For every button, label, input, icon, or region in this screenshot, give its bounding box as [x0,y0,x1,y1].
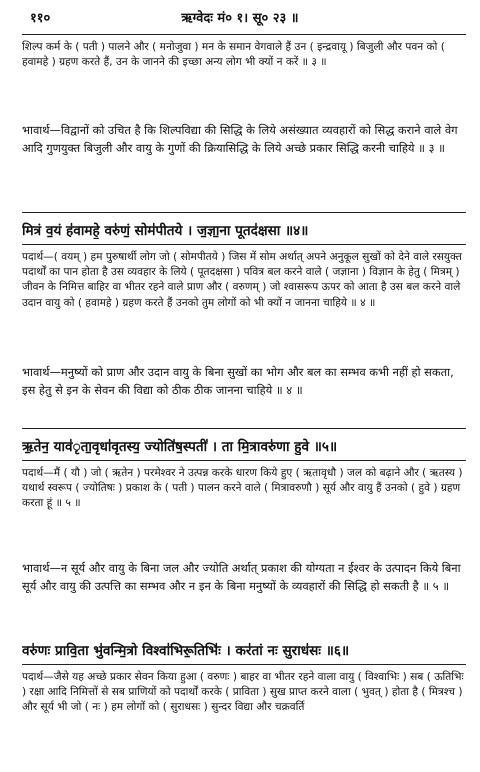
header-divider [22,34,466,35]
padartha-5 [22,466,466,558]
section-divider [22,244,466,245]
paragraph-text: पदार्थ—मैं ( यौ ) जो ( ऋतेन ) परमेश्वर ने उत्पन्न करके धारण किये हुए ( ऋतावृधौ ) जल को बढ़ाने और ( ऋतस्य ) यथार्थ स्वरूप ( ज्योतिषः ) प्रकाश के ( पती ) पालन करने वाले ( मित्रावरुणौ ) सूर्य और वायु हैं उनको ( हुवे ) ग्रहण करता हूं ॥ ५ ॥ [22,467,463,510]
bhavartha-3 [22,122,466,210]
paragraph-text: भावार्थ—न सूर्य और वायु के बिना जल और ज्योति अर्थात् प्रकाश की योग्यता न ईश्वर के उत्पादन किये बिना सूर्य और वायु की उत्पत्ति का सम्भव और न इन के बिना मनुष्यों के व्यवहारों की सिद्धि हो सकती है ॥ ५ ॥ [22,561,461,593]
running-title: ऋग्वेदः मं० १। सू० २३ ॥ [181,11,299,26]
page-number: ११० [30,11,51,26]
padartha-4 [22,250,466,360]
paragraph-text: पदार्थ—( वयम् ) हम पुरुषार्थी लोग जो ( सोमपीतये ) जिस में सोम अर्थात् अपने अनुकूल सुखों को देने वाले रसयुक्त पदार्थों का पान होता है उस व्यवहार के लिये ( पूतदक्षसा ) पवित्र बल करने वाले ( जज्ञाना ) विज्ञान के हेतु ( मित्रम् ) जीवन के निमित्त बाहिर वा भीतर रहने वाले प्राण और ( वरुणम् ) जो श्वासरूप ऊपर को आता है उस बल करने वाले उदान वायु को ( हवामहे ) ग्रहण करते हैं उनको तुम लोगों को भी क्यों न जानना चाहिये ॥ ४ ॥ [22,251,462,309]
section-divider [22,212,466,213]
mantra-4: मित्रं व॒यं ह॑वामहे॒ वरु॑णं॒ सोम॑पीतये । ज॒ज्ञा॒ना पू॒तद॑क्षसा ॥४॥ [22,223,309,239]
paragraph-text: भावार्थ—मनुष्यों को प्राण और उदान वायु के बिना सुखों का भोग और बल का सम्भव कभी नहीं हो सकता, इस हेतु से इन के सेवन की विद्या को ठीक ठीक जानना चाहिये ॥ ४ ॥ [22,365,454,397]
padartha-6 [22,670,466,768]
paragraph-text: भावार्थ—विद्वानों को उचित है कि शिल्पविद्या की सिद्धि के लिये असंख्यात व्यवहारों को सिद्ध कराने वाले वेग आदि गुणयुक्त बिजुली और वायु के गुणों की क्रियासिद्धि के लिये अच्छे प्रकार सिद्धि करनी चाहिये ॥ ३ ॥ [22,123,458,155]
bhavartha-4 [22,364,466,426]
mantra-5: ऋ॒तेन॒ याव॑ृता॒वृधा॑वृ॒तस्य॒ ज्योति॑ष॒स्पती॑ । ता मि॒त्रावरु॑णा हुवे ॥५॥ [22,439,338,455]
padartha-3-continuation [22,40,466,120]
paragraph-text: शिल्प कर्म के ( पती ) पालने और ( मनोजुवा ) मन के समान वेगवाले हैं उन ( इन्द्रवायू ) बिजुली और पवन को ( हवामहे ) ग्रहण करते हैं, उन के जानने की इच्छा अन्य लोग भी क्यों न करें ॥ ३ ॥ [22,41,445,69]
mantra-6: वरु॑णः प्रावि॒ता भु॑वन्मि॒त्रो विश्वा॑भिरू॒तिभिः॑ । कर॑तां नः सु॒राध॑सः ॥६॥ [22,643,350,659]
paragraph-text: पदार्थ—जैसे यह अच्छे प्रकार सेवन किया हुआ ( वरुणः ) बाहर वा भीतर रहने वाला वायु ( विश्वाभिः ) सब ( ऊतिभिः ) रक्षा आदि निमित्तों से सब प्राणियों को पदार्थों करके ( प्राविता ) सुख प्राप्त करने वाला ( भुवत् ) होता है ( मित्रश्च ) और सूर्य भी जो ( नः ) हम लोगों को ( सुराधसः ) सुन्दर विद्या और चक्रवर्ति [22,671,464,714]
section-divider [22,428,466,429]
bhavartha-5 [22,560,466,636]
page-header [10,6,470,28]
section-divider [22,664,466,665]
section-divider [22,460,466,461]
